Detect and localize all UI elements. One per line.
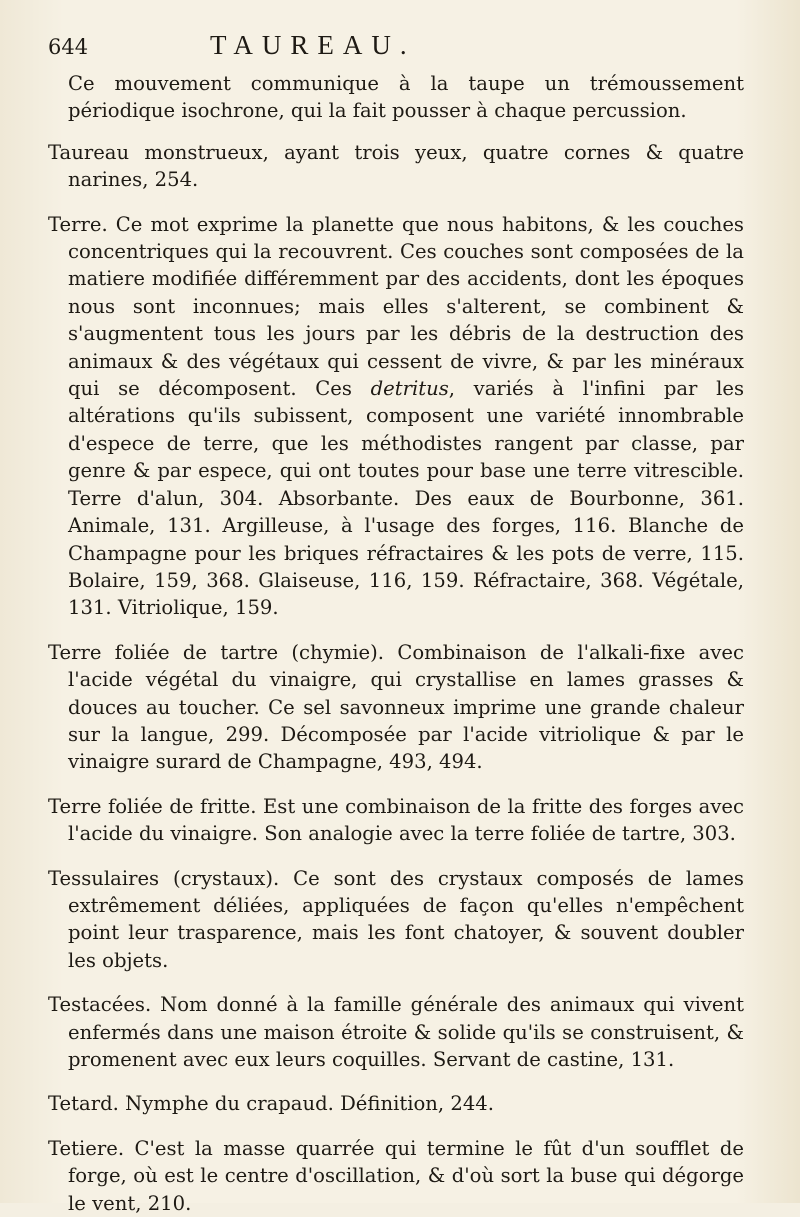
entry-tessulaires: Tessulaires (crystaux). Ce sont des crystaux composés de lames extrêmement déliées, appliquées de façon qu'elles n'empêchent point leur trasparence, mais les font chatoyer, & souvent doubler les objets. bbox=[48, 866, 744, 972]
entry-terre-text-before: Terre. Ce mot exprime la planette que nous habitons, & les couches concentriques qui la recouvrent. Ces couches sont composées de la matiere modifiée différemment par des accidents, dont les époques nous sont inconnues; mais elles s'alterent, se combinent & s'augmentent tous les jours par les débris de la destruction des animaux & des végétaux qui cessent de vivre, & par les minéraux qui se décomposent. Ces bbox=[48, 212, 744, 401]
entry-terre-foliee-tartre: Terre foliée de tartre (chymie). Combinaison de l'alkali-fixe avec l'acide végétal du vinaigre, qui crystallise en lames grasses & douces au toucher. Ce sel savonneux imprime une grande chaleur sur la langue, 299. Décomposée par l'acide vitriolique & par le vinaigre surard de Champagne, 493, 494. bbox=[48, 640, 744, 774]
entry-terre-italic: detritus bbox=[370, 377, 449, 401]
entry-tetiere: Tetiere. C'est la masse quarrée qui termine le fût d'un soufflet de forge, où est le centre d'oscillation, & d'où sort la buse qui dégorge le vent, 210. bbox=[48, 1136, 744, 1215]
running-title: TAUREAU. bbox=[210, 30, 416, 60]
entry-terre-text-after: , variés à l'infini par les altérations qu'ils subissent, composent une variété innombrable d'espece de terre, que les méthodistes rangent par classe, par genre & par espece, qui ont toutes pour base une terre vitrescible. Terre d'alun, 304. Absorbante. Des eaux de Bourbonne, 361. Animale, 131. Argilleuse, à l'usage des forges, 116. Blanche de Champagne pour les briques réfractaires & les pots de verre, 115. Bolaire, 159, 368. Glaiseuse, 116, 159. Réfractaire, 368. Végétale, 131. Vitriolique, 159. bbox=[68, 377, 744, 620]
entries bbox=[48, 70, 744, 1217]
entry-testacees: Testacées. Nom donné à la famille générale des animaux qui vivent enfermés dans une maison étroite & solide qu'ils se construisent, & promenent avec eux leurs coquilles. Servant de castine, 131. bbox=[48, 993, 744, 1071]
entry-taureau-monstrueux: Taureau monstrueux, ayant trois yeux, quatre cornes & quatre narines, 254. bbox=[48, 140, 744, 192]
entry-tetard: Tetard. Nymphe du crapaud. Définition, 244. bbox=[48, 1092, 494, 1116]
page-header bbox=[48, 30, 744, 70]
entry-continuation: Ce mouvement communique à la taupe un trémoussement périodique isochrone, qui la fait pousser à chaque percussion. bbox=[68, 72, 744, 123]
page-number: 644 bbox=[48, 35, 89, 59]
entry-terre bbox=[48, 211, 744, 622]
entry-terre-foliee-fritte: Terre foliée de fritte. Est une combinaison de la fritte des forges avec l'acide du vinaigre. Son analogie avec la terre foliée de tartre, 303. bbox=[48, 794, 744, 846]
